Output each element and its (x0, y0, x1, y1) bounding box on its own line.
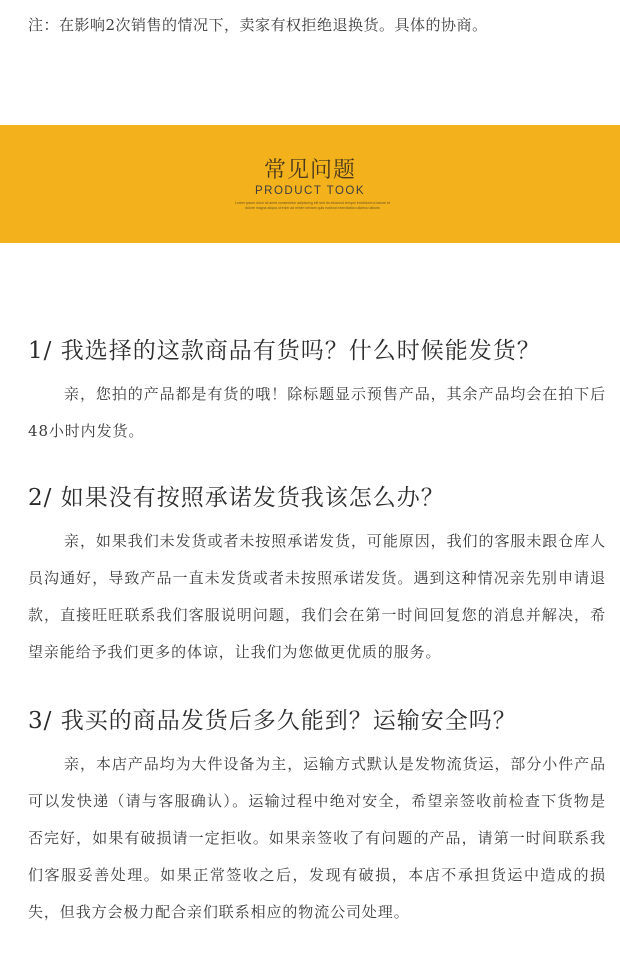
faq-answer: 亲，如果我们未发货或者未按照承诺发货，可能原因，我们的客服未跟仓库人员沟通好，导致产品一直未发货或者未按照承诺发货。遇到这种情况亲先别申请退款，直接旺旺联系我们客服说明问题，我们会在第一时间回复您的消息并解决，希望亲能给予我们更多的体谅，让我们为您做更优质的服务。 (28, 532, 606, 661)
faq-question: 2/ 如果没有按照承诺发货我该怎么办？ (28, 485, 445, 511)
faq-banner-fine-print: Lorem ipsum dolor sit amet consectetur adipiscing elit sed do eiusmod tempor incididunt ut labore et dolore magna aliqua ut enim ad minim veniam quis nostrud exercitation ullamco laboris (234, 201, 391, 210)
faq-item (28, 483, 606, 671)
faq-item (28, 336, 606, 450)
faq-banner (0, 125, 620, 243)
faq-answer: 亲，您拍的产品都是有货的哦！除标题显示预售产品，其余产品均会在拍下后48小时内发货。 (28, 385, 606, 440)
faq-question: 3/ 我买的商品发货后多久能到？运输安全吗？ (28, 708, 517, 734)
return-policy-note: 注：在影响2次销售的情况下，卖家有权拒绝退换货。具体的协商。 (28, 16, 488, 34)
faq-banner-title: 常见问题 (263, 158, 356, 183)
faq-banner-subtitle: PRODUCT TOOK (254, 185, 366, 197)
faq-answer: 亲，本店产品均为大件设备为主，运输方式默认是发物流货运，部分小件产品可以发快递（请与客服确认）。运输过程中绝对安全，希望亲签收前检查下货物是否完好，如果有破损请一定拒收。如果亲签收了有问题的产品，请第一时间联系我们客服妥善处理。如果正常签收之后，发现有破损，本店不承担货运中造成的损失，但我方会极力配合亲们联系相应的物流公司处理。 (28, 755, 606, 921)
faq-question: 1/ 我选择的这款商品有货吗？什么时候能发货？ (28, 338, 541, 364)
faq-item (28, 706, 606, 931)
